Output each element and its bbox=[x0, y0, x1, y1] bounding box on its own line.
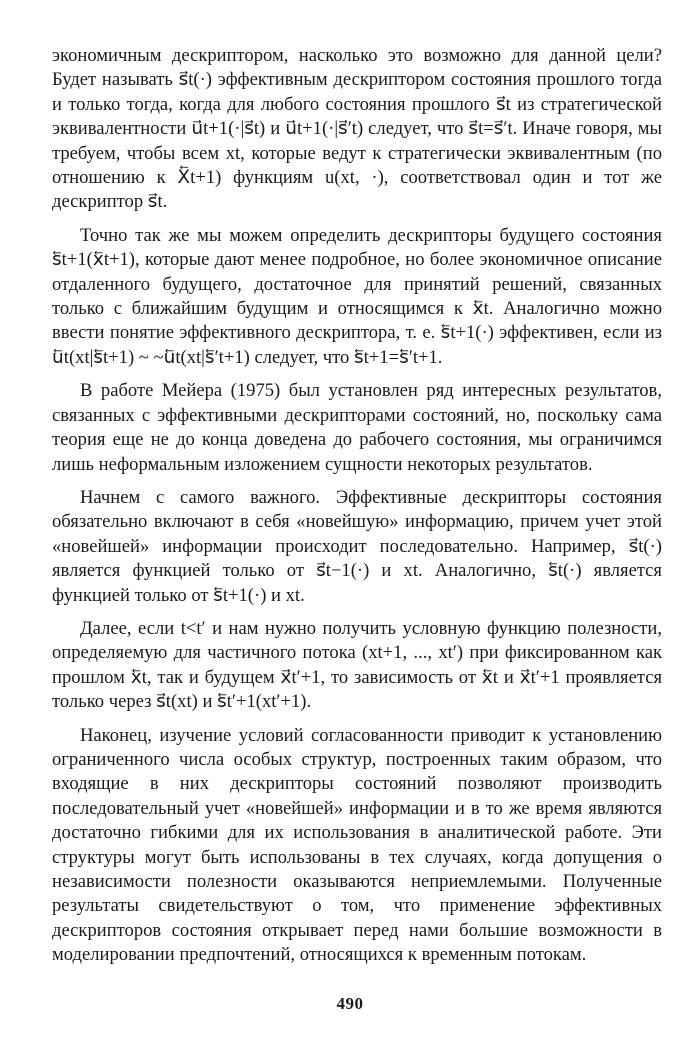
paragraph-4: Начнем с самого важного. Эффективные дескрипторы состояния обязательно включают в себя «новейшую» информацию, причем учет этой «новейшей» информации происходит последовательно. Например, s⃗t(·) является функцией только от s⃗t−1(·) и xt. Аналогично, s⃖t(·) является функцией только от s⃖t+1(·) и xt. bbox=[52, 486, 662, 606]
paragraph-3: В работе Мейера (1975) был установлен ряд интересных результатов, связанных с эффективными дескрипторами состояний, но, поскольку сама теория еще не до конца доведена до рабочего состояния, мы ограничимся лишь неформальным изложением сущности некоторых результатов. bbox=[52, 380, 662, 475]
paragraph-5: Далее, если t<t′ и нам нужно получить условную функцию полезности, определяемую для частичного потока (xt+1, ..., xt′) при фиксированном как прошлом x⃖t, так и будущем x⃗t′+1, то зависимость от x⃖t и x⃗t′+1 проявляется только через s⃗t(xt) и s⃖t′+1(xt′+1). bbox=[52, 617, 662, 713]
paragraph-1: экономичным дескриптором, насколько это возможно для данной цели? Будет называть s⃗t(·) эффективным дескриптором состояния прошлого тогда и только тогда, когда для любого состояния прошлого s⃗t из стратегической эквивалентности u⃗t+1(·|s⃗t) и u⃗t+1(·|s⃗′t) следует, что s⃗t=s⃗′t. Иначе говоря, мы требуем, чтобы всем xt, которые ведут к стратегически эквивалентным (по отношению к X⃖t+1) функциям u(xt, ·), соответствовал один и тот же дескриптор s⃗t. bbox=[52, 45, 662, 213]
paragraph-2: Точно так же мы можем определить дескрипторы будущего состояния s⃖t+1(x⃖t+1), которые дают менее подробное, но более экономичное описание отдаленного будущего, достаточное для принятий решений, связанных только с ближайшим будущим и относящимся к x⃖t. Аналогично можно ввести понятие эффективного дескриптора, т. е. s⃖t+1(·) эффективен, если из u⃖t(xt|s⃖t+1) ~ ~u⃖t(xt|s⃖′t+1) следует, что s⃖t+1=s⃖′t+1. bbox=[52, 224, 662, 368]
page-number: 490 bbox=[336, 994, 364, 1013]
paragraph-6: Наконец, изучение условий согласованности приводит к установлению ограниченного числа особых структур, построенных таким образом, что входящие в них дескрипторы состояний позволяют производить последовательный учет «новейшей» информации и в то же время являются достаточно гибкими для их использования в аналитической работе. Эти структуры могут быть использованы в тех случаях, когда допущения о независимости полезности оказываются неприемлемыми. Полученные результаты свидетельствуют о том, что применение эффективных дескрипторов состояния открывает перед нами большие возможности в моделировании предпочтений, относящихся к временным потокам. bbox=[52, 724, 662, 966]
